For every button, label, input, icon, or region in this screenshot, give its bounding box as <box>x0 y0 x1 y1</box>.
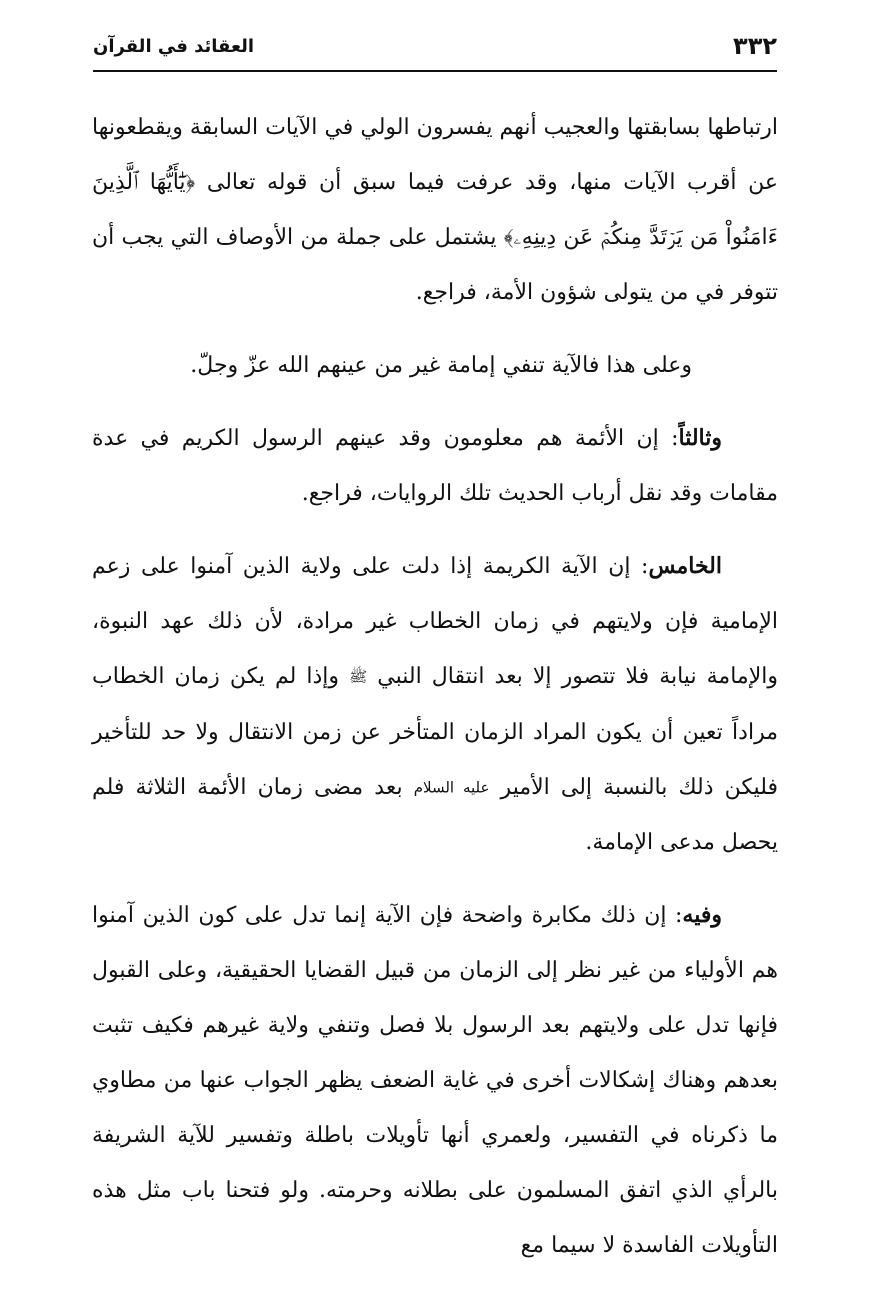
paragraph-1 <box>92 100 778 320</box>
paragraph-4-text-end: بعد مضى زمان الأئمة الثلاثة فلم يحصل مدعى الإمامة. <box>92 774 778 855</box>
paragraph-3-lead: وثالثاً <box>678 425 722 451</box>
paragraph-4 <box>92 539 778 870</box>
paragraph-5-lead: وفيه <box>682 902 722 928</box>
paragraph-5-text: : إن ذلك مكابرة واضحة فإن الآية إنما تدل على كون الذين آمنوا هم الأولياء من غير نظر إلى الزمان من قبيل القضايا الحقيقية، وعلى القبول فإنها تدل على ولايتهم بعد الرسول بلا فصل وتنفي ولاية غيرهم فكيف تثبت بعدهم وهناك إشكالات أخرى في غاية الضعف يظهر الجواب عنها من مطاوي ما ذكرناه في التفسير، ولعمري أنها تأويلات باطلة وتفسير للآية الشريفة بالرأي الذي اتفق المسلمون على بطلانه وحرمته. ولو فتحنا باب مثل هذه التأويلات الفاسدة لا سيما مع <box>92 903 778 1258</box>
prophet-honorific-glyph: ﷺ <box>349 667 368 686</box>
paragraph-4-text-start: : إن الآية الكريمة إذا دلت على ولاية الذين آمنوا على زعم الإمامية فإن ولايتهم في زمان الخطاب غير مرادة، لأن ذلك عهد النبوة، والإمامة نيابة فلا تتصور إلا بعد انتقال النبي <box>92 554 778 689</box>
imam-honorific-glyph: عليه السلام <box>413 778 490 796</box>
paragraph-3 <box>92 411 778 521</box>
paragraph-5 <box>92 888 778 1273</box>
paragraph-1-text-start: ارتباطها بسابقتها والعجيب أنهم يفسرون الولي في الآيات السابقة ويقطعونها عن أقرب الآيات منها، وقد عرفت فيما سبق أن قوله تعالى <box>92 115 778 195</box>
paragraph-4-lead: الخامس <box>648 553 722 579</box>
running-header <box>93 30 777 72</box>
paragraph-3-text: : إن الأئمة هم معلومون وقد عينهم الرسول الكريم في عدة مقامات وقد نقل أرباب الحديث تلك الروايات، فراجع. <box>92 426 778 506</box>
book-title: العقائد في القرآن <box>93 36 255 57</box>
body-text <box>92 100 778 1291</box>
paragraph-2 <box>92 338 778 393</box>
quran-verse: ﴿يَٰٓأَيُّهَا ٱلَّذِينَ ءَامَنُواْ مَن يَرۡتَدَّ مِنكُمۡ عَن دِينِهِۦ﴾ <box>92 170 778 250</box>
paragraph-2-text: وعلى هذا فالآية تنفي إمامة غير من عينهم الله عزّ وجلّ. <box>190 353 692 378</box>
paragraph-4-text-middle: وإذا لم يكن زمان الخطاب مراداً تعين أن يكون المراد الزمان المتأخر عن زمن الانتقال ولا حد للتأخير فليكن ذلك بالنسبة إلى الأمير <box>92 664 778 800</box>
page-number: ٣٣٢ <box>733 32 777 60</box>
paragraph-1-text-end: يشتمل على جملة من الأوصاف التي يجب أن تتوفر في من يتولى شؤون الأمة، فراجع. <box>92 225 778 305</box>
